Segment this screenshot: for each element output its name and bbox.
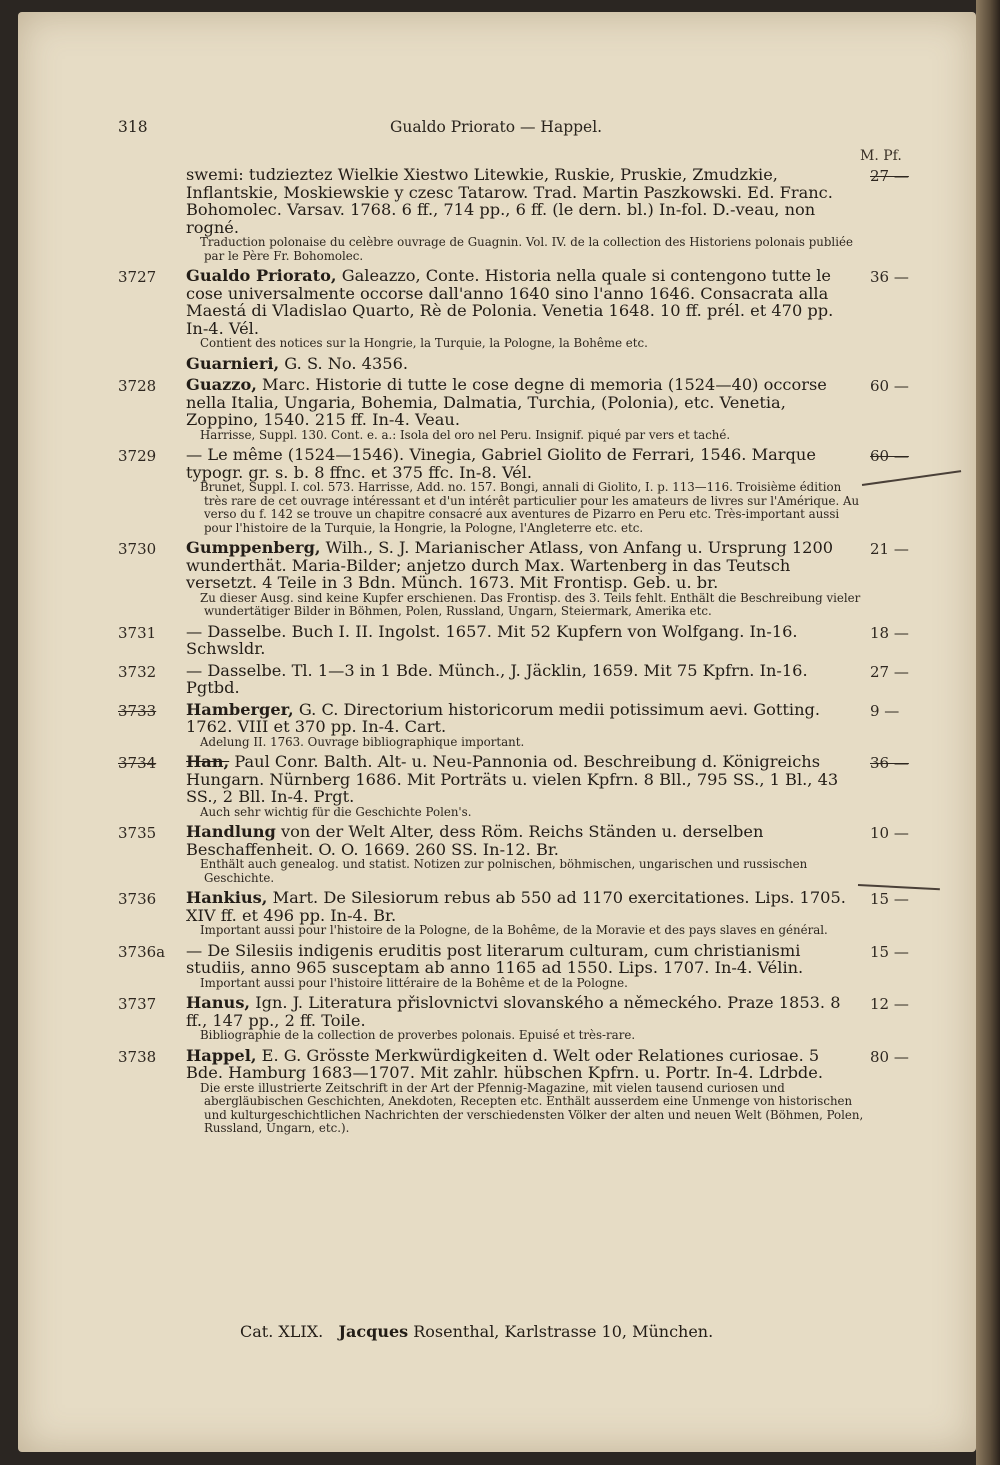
- list-item: [118, 823, 948, 885]
- entry-number: 3738: [118, 1047, 157, 1066]
- list-item: [118, 753, 948, 819]
- entry-text: — De Silesiis indigenis eruditis post literarum culturam, cum christianismi studiis, anno 965 susceptam ab anno 1165 ad 1550. Lips. 1707. In-4. Vélin.: [186, 940, 804, 977]
- entry-number: 3727: [118, 268, 157, 286]
- entry-number: 3729: [118, 447, 157, 465]
- entry-number: 3733: [118, 701, 157, 720]
- entry-note: Important aussi pour l'histoire littéraire de la Bohême et de la Pologne.: [200, 975, 628, 990]
- entry-number: 3731: [118, 623, 157, 642]
- entry-price: 15 —: [870, 942, 909, 961]
- entry-text: Guazzo, Marc. Historie di tutte le cose degne di memoria (1524—40) occorse nella Italia, Ungaria, Bohemia, Dalmatia, Turchia, (Polonia), etc. Venetia, Zoppino, 1540. 215 ff. In-4. Veau.: [186, 375, 827, 429]
- entry-note: Zu dieser Ausg. sind keine Kupfer erschienen. Das Frontisp. des 3. Teils fehlt. Enthält die Beschreibung vieler wundertätiger Bilder in Böhmen, Polen, Russland, Ungarn, Steiermark, Amerika etc.: [200, 590, 861, 618]
- list-item: [118, 446, 948, 535]
- list-item: [118, 662, 948, 697]
- entry-author: Handlung: [186, 822, 276, 841]
- entry-note: Traduction polonaise du celèbre ouvrage de Guagnin. Vol. IV. de la collection des Historiens polonais publiée par le Père Fr. Bohomolec.: [200, 235, 853, 263]
- entry-price: 27 —: [870, 167, 909, 185]
- entry-note: Contient des notices sur la Hongrie, la Turquie, la Pologne, la Bohême etc.: [200, 336, 648, 350]
- entry-text: — Dasselbe. Buch I. II. Ingolst. 1657. Mit 52 Kupfern von Wolfgang. In-16. Schwsldr.: [186, 621, 798, 658]
- list-item: [118, 701, 948, 750]
- list-item: [118, 376, 948, 442]
- entry-note: Enthält auch genealog. und statist. Notizen zur polnischen, böhmischen, ungarischen und russischen Geschichte.: [200, 857, 808, 885]
- entry-number: 3732: [118, 662, 157, 681]
- entry-author: Guarnieri,: [186, 353, 280, 373]
- entry-number: 3736: [118, 890, 157, 908]
- entry-author: Hankius,: [186, 888, 268, 907]
- list-item: [118, 623, 948, 658]
- entry-price: 36 —: [870, 754, 909, 772]
- running-title: Gualdo Priorato — Happel.: [390, 118, 603, 136]
- entry-author: Happel,: [186, 1045, 257, 1065]
- entry-note: Adelung II. 1763. Ouvrage bibliographique important.: [200, 734, 525, 749]
- list-item: [118, 267, 948, 351]
- entry-number: 3736a: [118, 942, 166, 961]
- entry-text: Hamberger, G. C. Directorium historicorum medii potissimum aevi. Gotting. 1762. VIII et 370 pp. In-4. Cart.: [186, 699, 821, 736]
- list-item: [118, 889, 948, 938]
- currency-column-header: M. Pf.: [860, 148, 902, 164]
- entry-price: 60 —: [870, 377, 909, 395]
- list-item: [118, 166, 948, 263]
- entry-text: — Le même (1524—1546). Vinegia, Gabriel Giolito de Ferrari, 1546. Marque typogr. gr. s. b. 8 ffnc. et 375 ffc. In-8. Vél.: [186, 445, 816, 482]
- entry-text: Guarnieri, G. S. No. 4356.: [186, 353, 409, 373]
- entry-text: Hanus, Ign. J. Literatura přislovnictvi slovanského a německého. Praze 1853. 8 ff., 147 pp., 2 ff. Toile.: [186, 993, 841, 1030]
- entry-price: 10 —: [870, 824, 909, 842]
- entry-price: 36 —: [870, 268, 909, 286]
- entry-note: Bibliographie de la collection de proverbes polonais. Epuisé et très-rare.: [200, 1028, 636, 1042]
- entry-text: Happel, E. G. Grösste Merkwürdigkeiten d. Welt oder Relationes curiosae. 5 Bde. Hamburg 1683—1707. Mit zahlr. hübschen Kpfrn. u. Portr. In-4. Ldrbde.: [186, 1045, 824, 1082]
- entry-text: Han, Paul Conr. Balth. Alt- u. Neu-Pannonia od. Beschreibung d. Königreichs Hungarn. Nürnberg 1686. Mit Porträts u. vielen Kpfrn. 8 Bll., 795 SS., 1 Bl., 43 SS., 2 Bll. In-4. Prgt.: [186, 752, 839, 806]
- entry-note: Harrisse, Suppl. 130. Cont. e. a.: Isola del oro nel Peru. Insignif. piqué par vers et taché.: [200, 427, 731, 442]
- book-edge: [976, 0, 1000, 1465]
- entry-price: 9 —: [870, 701, 900, 720]
- list-item: [118, 355, 948, 373]
- entry-price: 80 —: [870, 1047, 909, 1066]
- entry-author: Han,: [186, 752, 230, 771]
- entry-author: Gualdo Priorato,: [186, 266, 337, 285]
- entry-author: Hamberger,: [186, 699, 294, 719]
- list-item: [118, 539, 948, 619]
- list-item: [118, 942, 948, 991]
- page-number: 318: [118, 118, 148, 136]
- entry-author: Gumppenberg,: [186, 538, 321, 557]
- catalogue-entries: [118, 166, 948, 1140]
- entry-text: — Dasselbe. Tl. 1—3 in 1 Bde. Münch., J. Jäcklin, 1659. Mit 75 Kpfrn. In-16. Pgtbd.: [186, 660, 808, 697]
- list-item: [118, 994, 948, 1043]
- entry-price: 27 —: [870, 662, 909, 681]
- entry-text: swemi: tudzieztez Wielkie Xiestwo Litewkie, Ruskie, Pruskie, Zmudzkie, Inflantskie, Moskiewskie y czesc Tatarow. Trad. Martin Paszkowski. Ed. Franc. Bohomolec. Varsav. 1768. 6 ff., 714 pp., 6 ff. (le dern. bl.) In-fol. D.-veau, non rogné.: [186, 165, 833, 237]
- entry-number: 3728: [118, 377, 157, 395]
- entry-price: 15 —: [870, 890, 909, 908]
- firm-name: Jacques: [338, 1322, 409, 1341]
- entry-note: Important aussi pour l'histoire de la Pologne, de la Bohême, de la Moravie et des pays slaves en général.: [200, 923, 828, 937]
- entry-price: 12 —: [870, 995, 909, 1013]
- entry-note: Brunet, Suppl. I. col. 573. Harrisse, Add. no. 157. Bongi, annali di Giolito, I. p. 113—116. Troisième édition très rare de cet ouvrage intéressant et d'un intérêt particulier pour les amateurs de livres sur l'Amérique. Au verso du f. 142 se trouve un chapitre consacré aux aventures de Pizarro en Peru etc. Très-important aussi pour l'histoire de la Turquie, la Hongrie, la Pologne, l'Angleterre etc. etc.: [200, 480, 860, 535]
- entry-number: 3735: [118, 824, 157, 842]
- entry-author: Guazzo,: [186, 375, 257, 394]
- entry-number: 3730: [118, 540, 157, 558]
- entry-price: 21 —: [870, 540, 909, 558]
- entry-author: Hanus,: [186, 993, 251, 1012]
- entry-text: Gualdo Priorato, Galeazzo, Conte. Historia nella quale si contengono tutte le cose universalmente occorse dall'anno 1640 sino l'anno 1646. Consacrata alla Maestá di Vladislao Quarto, Rè de Polonia. Venetia 1648. 10 ff. prél. et 470 pp. In-4. Vél.: [186, 266, 834, 338]
- entry-text: Handlung von der Welt Alter, dess Röm. Reichs Ständen u. derselben Beschaffenheit. O. O. 1669. 260 SS. In-12. Br.: [186, 822, 764, 859]
- catalogue-footer: [240, 1322, 713, 1341]
- entry-number: 3737: [118, 995, 157, 1013]
- entry-price: 18 —: [870, 623, 909, 642]
- entry-text: Hankius, Mart. De Silesiorum rebus ab 550 ad 1170 exercitationes. Lips. 1705. XIV ff. et 496 pp. In-4. Br.: [186, 888, 846, 925]
- catalogue-number: Cat. XLIX.: [240, 1322, 324, 1341]
- list-item: [118, 1047, 948, 1136]
- firm-address: Rosenthal, Karlstrasse 10, München.: [413, 1322, 714, 1341]
- entry-note: Auch sehr wichtig für die Geschichte Polen's.: [200, 804, 472, 819]
- entry-note: Die erste illustrierte Zeitschrift in der Art der Pfennig-Magazine, mit vielen tausend curiosen und abergläubischen Geschichten, Anekdoten, Recepten etc. Enthält ausserdem eine Unmenge von historischen und kulturgeschichtlichen Nachrichten der verschiedensten Völker der alten und neuen Welt (Böhmen, Polen, Russland, Ungarn, etc.).: [200, 1080, 864, 1135]
- entry-price: 60 —: [870, 447, 909, 465]
- entry-text: Gumppenberg, Wilh., S. J. Marianischer Atlass, von Anfang u. Ursprung 1200 wunderthät. Maria-Bilder; anjetzo durch Max. Wartenberg in das Teutsch versetzt. 4 Teile in 3 Bdn. Münch. 1673. Mit Frontisp. Geb. u. br.: [186, 538, 834, 592]
- entry-number: 3734: [118, 754, 157, 772]
